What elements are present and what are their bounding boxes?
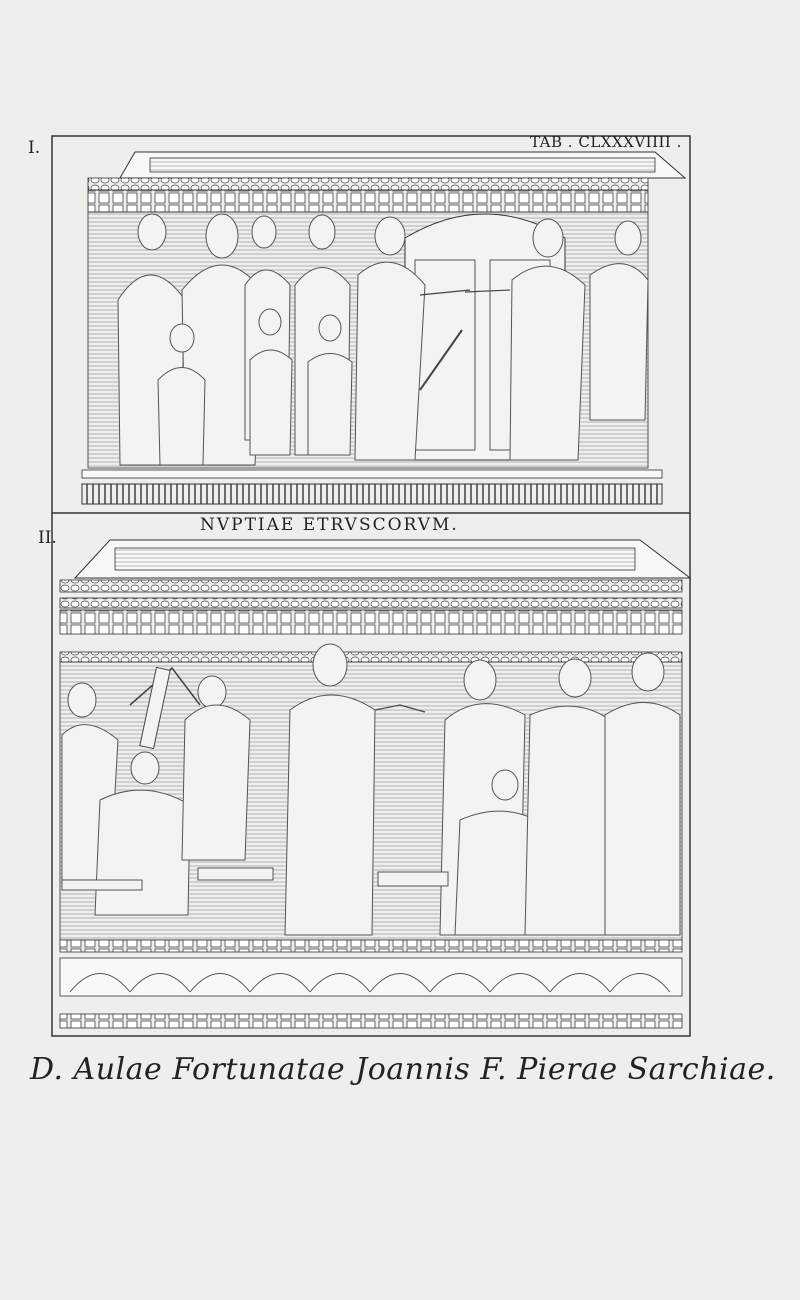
dedication-caption: D. Aulae Fortunatae Joannis F. Pierae Sarchiae. bbox=[30, 1052, 776, 1087]
panel-two bbox=[60, 540, 690, 1028]
panel-one bbox=[82, 152, 685, 504]
plate-number-two: II. bbox=[38, 528, 57, 548]
plate-number-one: I. bbox=[28, 138, 41, 158]
tab-label: TAB . CLXXXVIIII . bbox=[530, 133, 682, 151]
panel-two-title: NVPTIAE ETRVSCORVM. bbox=[200, 515, 459, 535]
